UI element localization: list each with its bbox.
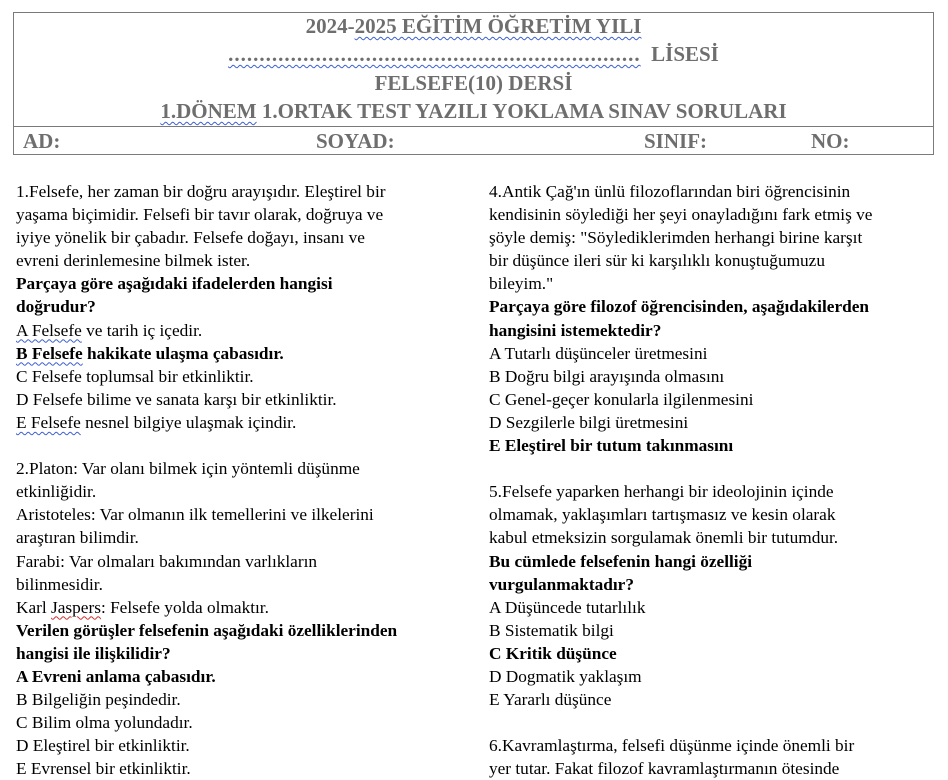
option-e: E Eleştirel bir tutum takınmasını bbox=[489, 436, 734, 456]
question-text-line: kabul etmeksizin sorgulamak önemli bir tutumdur. bbox=[489, 528, 839, 548]
question-stem: Parçaya göre filozof öğrencisinden, aşağıdakilerden bbox=[489, 297, 870, 317]
jaspers-first: Karl bbox=[16, 597, 52, 617]
spacer bbox=[489, 711, 939, 734]
question-text-line: şöyle demiş: "Söylediklerimden herhangi birine karşıt bbox=[489, 228, 863, 248]
option-e: E Yararlı düşünce bbox=[489, 690, 612, 710]
option-a-text: ve tarih iç içedir. bbox=[81, 320, 203, 340]
exam-type: 1.ORTAK TEST YAZILI YOKLAMA SINAV SORULARI bbox=[261, 99, 787, 123]
option-c: C Felsefe toplumsal bir etkinliktir. bbox=[16, 366, 254, 386]
question-text-line: bir düşünce ileri sür ki karşılıklı konuştuğumuzu bbox=[489, 251, 825, 271]
question-text-line: 5.Felsefe yaparken herhangi bir ideolojinin içinde bbox=[489, 482, 834, 502]
option-a: A Tutarlı düşünceler üretmesini bbox=[489, 343, 708, 363]
question-text-line: yer tutar. Fakat filozof kavramlaştırmanın ötesinde bbox=[489, 759, 840, 779]
question-stem: Verilen görüşler felsefenin aşağıdaki özelliklerinden bbox=[16, 620, 398, 640]
question-text-line: iyiye yönelik bir çabadır. Felsefe doğayı, insanı ve bbox=[16, 228, 365, 248]
spacer bbox=[16, 434, 466, 457]
option-a bbox=[16, 319, 466, 342]
option-b bbox=[16, 342, 466, 365]
option-c: C Bilim olma yolundadır. bbox=[16, 713, 193, 733]
option-b: B Doğru bilgi arayışında olmasını bbox=[489, 366, 725, 386]
option-d: D Dogmatik yaklaşım bbox=[489, 666, 642, 686]
exam-term: 1.DÖNEM bbox=[160, 99, 257, 123]
spacer bbox=[489, 457, 939, 480]
question-text-line: kendisinin söylediği her şeyi onayladığını fark etmiş ve bbox=[489, 205, 873, 225]
number-field-label: NO: bbox=[811, 129, 850, 153]
question-text-line: 4.Antik Çağ'ın ünlü filozoflarından biri öğrencisinin bbox=[489, 182, 851, 201]
course-title: FELSEFE(10) DERSİ bbox=[374, 71, 573, 95]
question-text-line: 2.Platon: Var olanı bilmek için yöntemli düşünme bbox=[16, 459, 360, 479]
question-text-line: bileyim." bbox=[489, 274, 554, 294]
question-text-line: evreni derinlemesine bilmek ister. bbox=[16, 251, 251, 271]
year-prefix: 2024- bbox=[305, 14, 355, 38]
option-b: B Sistematik bilgi bbox=[489, 620, 614, 640]
academic-year bbox=[14, 14, 933, 38]
question-text-line: Farabi: Var olmaları bakımından varlıkların bbox=[16, 551, 318, 571]
jaspers-quote: : Felsefe yolda olmaktır. bbox=[100, 597, 269, 617]
class-field-label: SINIF: bbox=[644, 129, 708, 153]
left-column bbox=[16, 180, 466, 780]
question-6 bbox=[489, 734, 939, 780]
question-text-line: 1.Felsefe, her zaman bir doğru arayışıdır. Eleştirel bir bbox=[16, 182, 386, 201]
student-info-row bbox=[14, 126, 933, 156]
question-text-line: 6.Kavramlaştırma, felsefi düşünme içinde önemli bir bbox=[489, 736, 855, 756]
option-d: D Sezgilerle bilgi üretmesini bbox=[489, 412, 689, 432]
question-text-line bbox=[16, 596, 466, 619]
option-c: C Kritik düşünce bbox=[489, 643, 617, 663]
option-e: E Evrensel bir etkinliktir. bbox=[16, 759, 191, 779]
question-text-line: bilinmesidir. bbox=[16, 574, 103, 594]
question-4 bbox=[489, 180, 939, 457]
jaspers-surname: Jaspers bbox=[51, 597, 101, 617]
option-d: D Eleştirel bir etkinliktir. bbox=[16, 736, 190, 756]
option-e-text: nesnel bilgiye ulaşmak içindir. bbox=[80, 412, 297, 432]
option-a-label: A Felsefe bbox=[16, 320, 82, 340]
question-stem: doğrudur? bbox=[16, 297, 96, 317]
option-d: D Felsefe bilime ve sanata karşı bir etkinliktir. bbox=[16, 389, 337, 409]
question-stem: hangisini istemektedir? bbox=[489, 320, 662, 340]
school-name-line bbox=[14, 42, 933, 66]
option-c: C Genel-geçer konularla ilgilenmesini bbox=[489, 389, 754, 409]
option-a: A Evreni anlama çabasıdır. bbox=[16, 666, 216, 686]
question-2 bbox=[16, 457, 466, 780]
surname-field-label: SOYAD: bbox=[316, 129, 395, 153]
question-1 bbox=[16, 180, 466, 434]
question-text-line: olmamak, yaklaşımları tartışmasız ve kesin olarak bbox=[489, 505, 836, 525]
option-a: A Düşüncede tutarlılık bbox=[489, 597, 646, 617]
question-stem: Bu cümlede felsefenin hangi özelliği bbox=[489, 551, 753, 571]
question-text-line: yaşama biçimidir. Felsefi bir tavır olarak, doğruya ve bbox=[16, 205, 384, 225]
question-text-line: Aristoteles: Var olmanın ilk temellerini ve ilkelerini bbox=[16, 505, 374, 525]
option-e-label: E Felsefe bbox=[16, 412, 81, 432]
question-text-line: araştıran bilimdir. bbox=[16, 528, 139, 548]
year-suffix: 2025 EĞİTİM ÖĞRETİM YILI bbox=[354, 14, 642, 38]
question-stem: vurgulanmaktadır? bbox=[489, 574, 634, 594]
name-field-label: AD: bbox=[23, 129, 61, 153]
question-5 bbox=[489, 480, 939, 711]
option-b-text: hakikate ulaşma çabasıdır. bbox=[82, 343, 284, 363]
question-stem: Parçaya göre aşağıdaki ifadelerden hangisi bbox=[16, 274, 333, 294]
exam-header bbox=[13, 12, 934, 155]
option-b: B Bilgeliğin peşindedir. bbox=[16, 690, 181, 710]
school-suffix: LİSESİ bbox=[651, 42, 719, 66]
exam-title bbox=[14, 99, 933, 123]
question-stem: hangisi ile ilişkilidir? bbox=[16, 643, 171, 663]
right-column bbox=[489, 180, 939, 780]
school-name-blank: .................................................................. bbox=[228, 42, 641, 66]
question-text-line: etkinliğidir. bbox=[16, 482, 97, 502]
option-e bbox=[16, 411, 466, 434]
option-b-label: B Felsefe bbox=[16, 343, 83, 363]
